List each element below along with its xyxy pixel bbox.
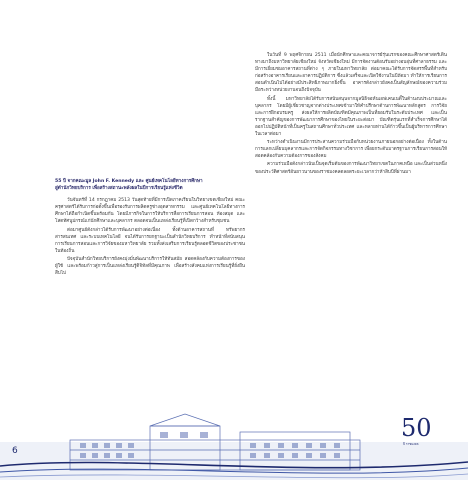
paragraph: ระหว่างดำเนินงานมีการประสานความร่วมมือกับหน่วยงานภายนอกอย่างต่อเนื่อง ทั้งในด้านการแลกเปลี่ยนบุคลากรและการจัดกิจกรรมทางวิชาการ เพื่อยกระดับมาตรฐานการเรียนการสอนให้สอดคล้องกับความต้องการของสังคม <box>255 140 448 160</box>
section-heading-line: สู่ตำนักวิทยบริการ เพื่อสร้างสถานะพลังผลในปีการเรียนรู้แห่งชีวิต <box>55 186 183 192</box>
anniversary-logo-tagline: ปี ราชมงคล <box>403 442 419 446</box>
paragraph: ปัจจุบันสำนักวิทยบริการยังคงมุ่งมั่นพัฒนาบริการให้ทันสมัย สอดคล้องกับความต้องการของผู้ใช้ และพร้อมก้าวสู่การเป็นแหล่งเรียนรู้ดิจิทัลที่มีคุณภาพ เพื่อสร้างสังคมแห่งการเรียนรู้ที่ยั่งยืนสืบไป <box>55 256 245 277</box>
anniversary-logo-number: 50 <box>401 414 432 442</box>
anniversary-logo <box>401 414 437 452</box>
paragraph: ทั้งนี้ มหาวิทยาลัยได้รับการสนับสนุนจากมูลนิธิจอห์นเอฟเคนเนดี้ในด้านงบประมาณและบุคลากร โดยมีผู้เชี่ยวชาญจากต่างประเทศเข้ามาให้คำปรึกษาด้านการพัฒนาหลักสูตร การวิจัย และการฝึกอบรมครู ส่งผลให้การผลิตบัณฑิตมีคุณภาพเป็นที่ยอมรับในระดับประเทศ และเป็นรากฐานสำคัญของการพัฒนาการศึกษาของไทยในระยะต่อมา บัณฑิตรุ่นแรกที่สำเร็จการศึกษาได้ออกไปปฏิบัติหน้าที่เป็นครูในสถานศึกษาทั่วประเทศ และหลายท่านได้ก้าวขึ้นเป็นผู้บริหารการศึกษาในเวลาต่อมา <box>255 96 447 138</box>
paragraph: ความร่วมมือดังกล่าวนับเป็นจุดเริ่มต้นของการพัฒนาวิทยาเขตในภาคเหนือ และเป็นส่วนหนึ่งของประวัติศาสตร์อันยาวนานของราชมงคลตลอดระยะเวลากว่าห้าสิบปีที่ผ่านมา <box>255 162 447 175</box>
footer-building-illustration <box>0 404 468 480</box>
paragraph: ต่อมาศูนย์ดังกล่าวได้รับการพัฒนาอย่างต่อเนื่อง ทั้งด้านอาคารสถานที่ ทรัพยากรสารสนเทศ และระบบเทคโนโลยี จนได้รับการยกฐานะเป็นสำนักวิทยบริการ ทำหน้าที่สนับสนุนการเรียนการสอนและการวิจัยของมหาวิทยาลัย รวมทั้งส่งเสริมการเรียนรู้ตลอดชีวิตของประชาชนในท้องถิ่น <box>55 227 245 254</box>
left-text-column <box>55 178 245 277</box>
right-text-column <box>255 52 447 176</box>
paragraph: วันจันทร์ที่ 14 กรกฎาคม 2513 วันสุดท้ายที่มีการเปิดภาคเรียนในวิทยาเขตเชียงใหม่ คณะครุศาสตร์ได้รับการก่อตั้งขึ้นเพื่อรองรับการผลิตครูช่างอุตสาหกรรม และศูนย์เทคโนโลยีทางการศึกษาได้ถือกำเนิดขึ้นพร้อมกัน โดยมีภารกิจในการให้บริการสื่อการเรียนการสอน ห้องสมุด และโสตทัศนูปกรณ์แก่นักศึกษาและบุคลากร ตลอดจนเป็นแหล่งเรียนรู้ที่เปิดกว้างสำหรับชุมชน <box>55 198 245 225</box>
paragraph: ในวันที่ 9 พฤศจิกายน 2511 เมื่อนักศึกษาและคณาจารย์รุ่นแรกของคณะศึกษาศาสตร์เดินทางมาถึงมหาวิทยาลัยเชียงใหม่ จังหวัดเชียงใหม่ มีการจัดงานต้อนรับอย่างอบอุ่นที่ศาลาธรรม และมีการเยี่ยมชมอาคารสถานที่ต่าง ๆ ภายในมหาวิทยาลัย ต่อมาคณะได้รับการจัดสรรพื้นที่สำหรับก่อสร้างอาคารเรียนและอาคารปฏิบัติการ ซึ่งแล้วเสร็จและเปิดใช้งานในปีถัดมา ทำให้การเรียนการสอนดำเนินไปได้อย่างมีประสิทธิภาพมากยิ่งขึ้น อาคารดังกล่าวยังคงเป็นสัญลักษณ์ของความร่วมมือระหว่างหน่วยงานจนถึงปัจจุบัน <box>255 53 447 94</box>
section-heading <box>55 178 245 192</box>
page-number: 6 <box>12 446 18 456</box>
section-heading-line: 55 ปี จากคณะมูล John F. Kennedy และ ศูนย์เทคโนโลยีทางการศึกษา <box>55 179 203 184</box>
